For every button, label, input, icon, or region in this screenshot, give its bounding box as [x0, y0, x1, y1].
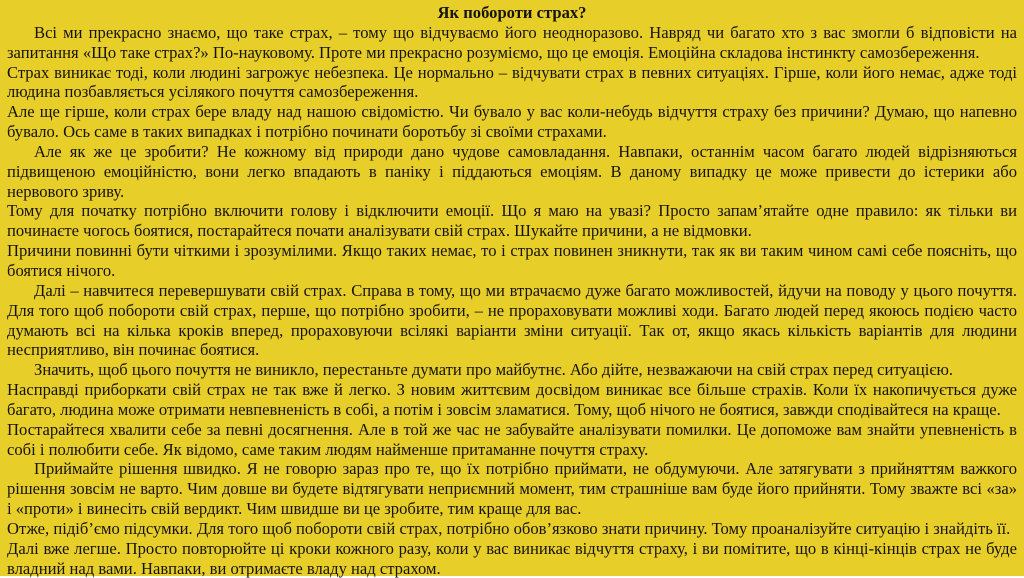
paragraph: Всі ми прекрасно знаємо, що таке страх, – тому що відчуваємо його неодноразово. Навряд чи багато хто з вас змогли б відповісти на запитання «Що таке страх?» По-науковому. Проте ми прекрасно розуміємо, що це емоція. Емоційна складова інстинкту самозбереження. [7, 22, 1017, 62]
paragraph: Страх виникає тоді, коли людині загрожує небезпека. Це нормально – відчувати страх в певних ситуаціях. Гірше, коли його немає, адже тоді людина позбавляється усілякого почуття самозбереження. [7, 62, 1017, 102]
paragraph: Далі – навчитеся перевершувати свій страх. Справа в тому, що ми втрачаємо дуже багато можливостей, йдучи на поводу у цього почуття. Для того щоб побороти свій страх, перше, що потрібно зробити, – не прораховувати можливі ходи. Багато людей перед якоюсь подією часто думають всі на кілька кроків вперед, прораховуючи всілякі варіанти зміни ситуації. Так от, якщо якась кількість варіантів для людини несприятливо, він починає боятися. [7, 280, 1017, 360]
paragraph: Тому для початку потрібно включити голову і відключити емоції. Що я маю на увазі? Просто запам’ятайте одне правило: як тільки ви починаєте чогось боятися, постарайтеся почати аналізувати свій страх. Шукайте причини, а не відмовки. [7, 201, 1017, 241]
paragraph: Отже, підіб’ємо підсумки. Для того щоб побороти свій страх, потрібно обов’язково знати причину. Тому проаналізуйте ситуацію і знайдіть її. [7, 518, 1011, 538]
paragraph: Далі вже легше. Просто повторюйте ці кроки кожного разу, коли у вас виникає відчуття страху, і ви помітите, що в кінці-кінців страх не буде владний над вами. Навпаки, ви отримаєте владу над страхом. [7, 538, 1017, 578]
paragraph: Постарайтеся хвалити себе за певні досягнення. Але в той же час не забувайте аналізувати помилки. Це допоможе вам знайти упевненість в собі і полюбити себе. Як відомо, саме таким людям найменше притаманне почуття страху. [7, 419, 1017, 459]
paragraph: Але ще гірше, коли страх бере владу над нашою свідомістю. Чи бувало у вас коли-небудь відчуття страху без причини? Думаю, що напевно бувало. Ось саме в таких випадках і потрібно починати боротьбу зі своїми страхами. [7, 102, 1017, 142]
paragraph: Насправді приборкати свій страх не так вже й легко. З новим життєвим досвідом виникає все більше страхів. Коли їх накопичується дуже багато, людина може отримати невпевненість в собі, а потім і зовсім зламатися. Тому, щоб нічого не боятися, завжди сподівайтеся на краще. [7, 380, 1017, 419]
paragraph: Причини повинні бути чіткими і зрозумілими. Якщо таких немає, то і страх повинен зникнути, так як ви таким чином самі себе поясніть, що боятися нічого. [7, 241, 1017, 280]
paragraph: Значить, щоб цього почуття не виникло, перестаньте думати про майбутнє. Або дійте, незважаючи на свій страх перед ситуацією. [34, 360, 954, 380]
paragraph: Але як же це зробити? Не кожному від природи дано чудове самовладання. Навпаки, останнім часом багато людей відрізняються підвищеною емоційністю, вони легко впадають в паніку і піддаються емоціям. В даному випадку це може привести до істерики або нервового зриву. [7, 141, 1017, 201]
document-title: Як побороти страх? [437, 3, 587, 22]
paragraph: Приймайте рішення швидко. Я не говорю зараз про те, що їх потрібно приймати, не обдумуючи. Але затягувати з прийняттям важкого рішення зовсім не варто. Чим довше ви будете відтягувати неприємний момент, тим страшніше вам буде його прийняти. Тому зважте всі «за» і «проти» і винесіть свій вердикт. Чим швидше ви це зробите, тим краще для вас. [7, 459, 1017, 519]
